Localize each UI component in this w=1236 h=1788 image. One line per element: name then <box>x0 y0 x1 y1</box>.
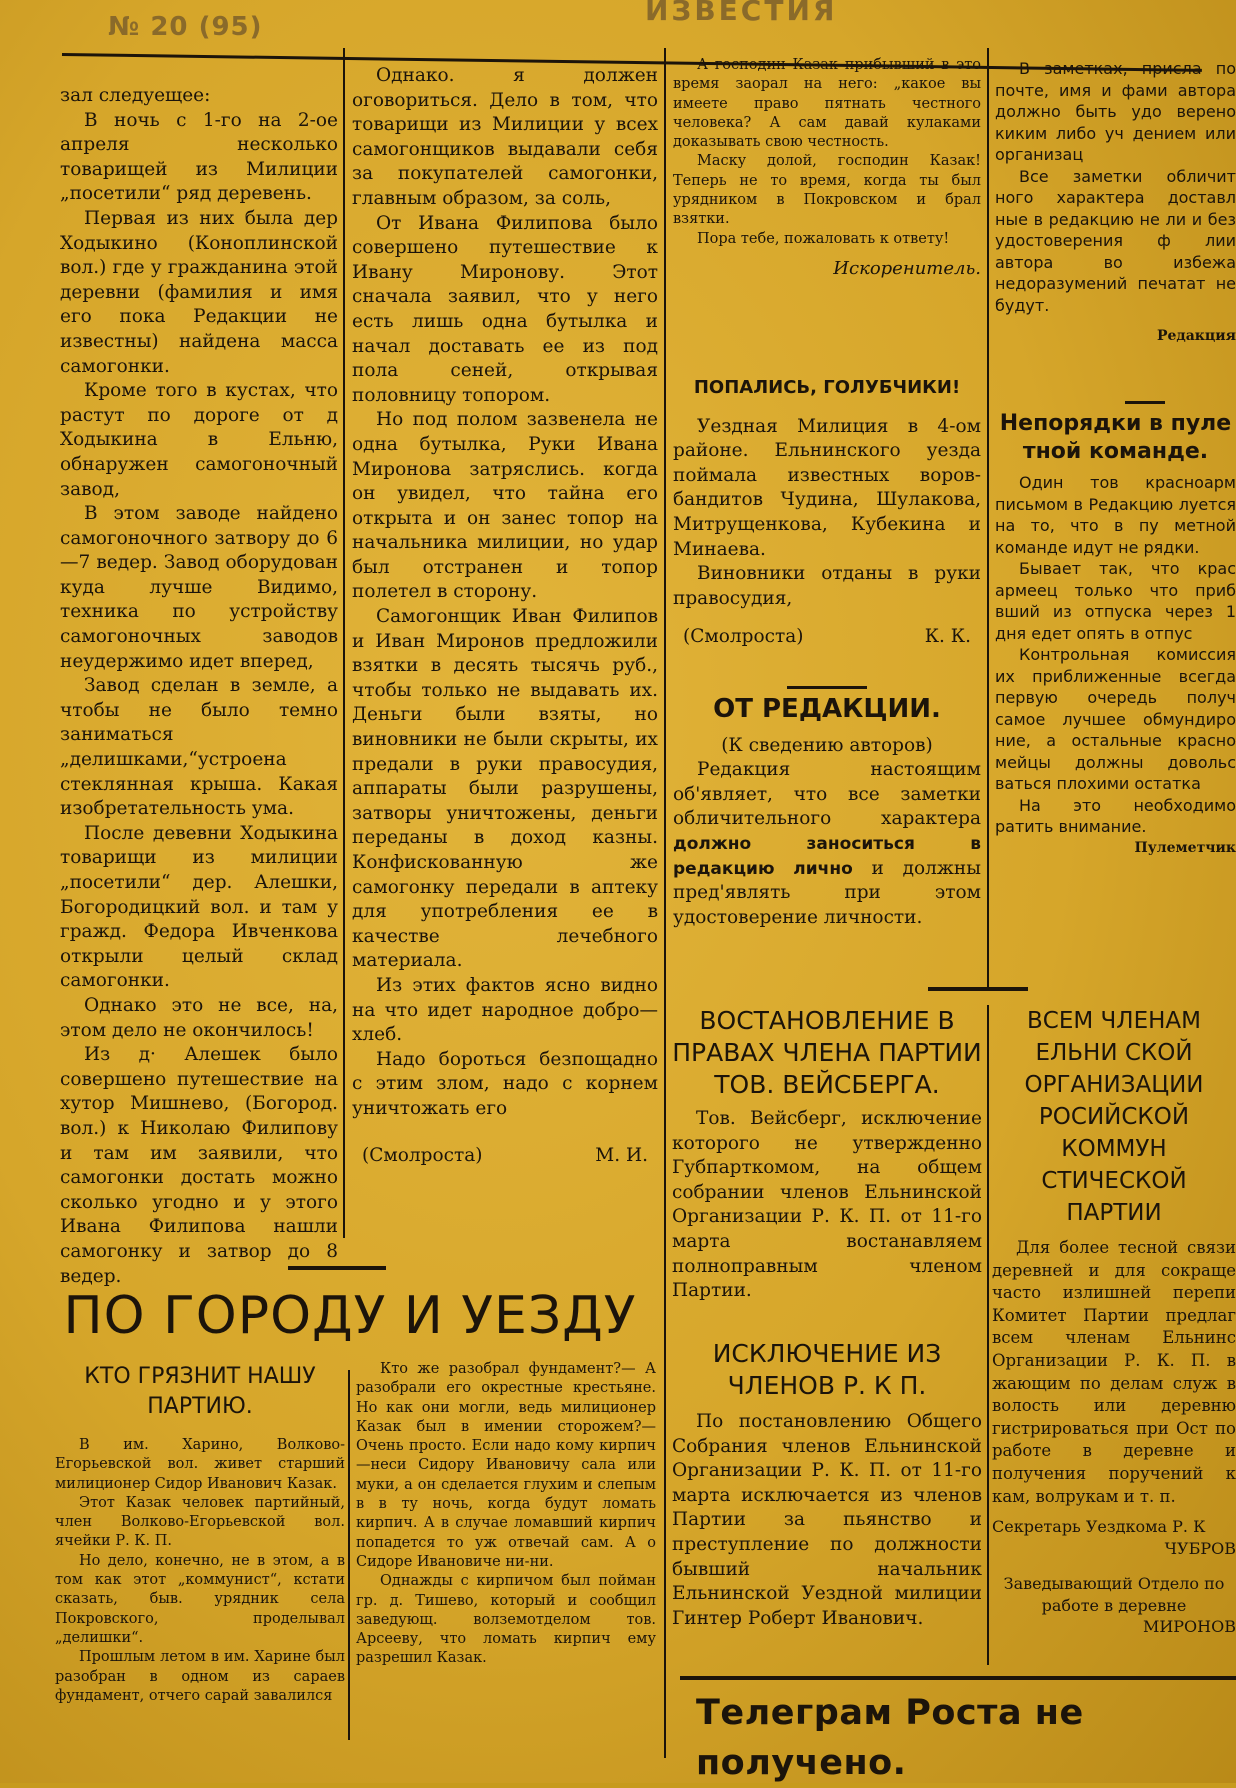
paragraph: Самогонщик Иван Филипов и Иван Миронов предложили взятки в десять тысячь руб., чтобы только не выдавать их. Деньги были взяты, но виновники не были скрыты, их предали в руки правосудия, аппараты были разрушены, затворы уничтожены, деньги переданы в доход казны. Конфискованную же самогонку передали в аптеку для употребления ее в качестве лечебного материала. <box>352 606 658 972</box>
paragraph: От Ивана Филипова было совершено путешествие к Ивану Миронову. Этот сначала заявил, что у него есть лишь одна бутылка и начал доставать ее из под пола сеней, открывая половницу топором. <box>352 212 658 406</box>
paragraph: Виновники отданы в руки правосудия, <box>673 563 981 609</box>
paragraph: Этот Казак человек партийный, член Волково-Егорьевской вол. ячейки Р. К. П. <box>55 1494 345 1550</box>
paragraph <box>673 758 981 930</box>
section-rule <box>928 987 1028 991</box>
column-3-top <box>673 56 981 336</box>
column-rule <box>348 1370 350 1740</box>
paragraph: Для более тесной связи деревней и для сокраще часто излишней перепи Комитет Партии предлаг всем членам Ельнинс Организации Р. К. П. в жающим по делам служ в волость или деревню гистрироваться при Ост по работе в деревне и получения поручений к кам, волрукам и т. п. <box>992 1238 1236 1506</box>
paragraph: В ночь с 1-го на 2-ое апреля несколько товарищей из Милиции „посетили“ ряд деревень. <box>60 109 338 205</box>
paragraph: Из д· Алешек было совершено путешествие на хутор Мишнево, (Богород. вол.) к Николаю Филипову и там им заявили, что самогонки достать можно сколько угодно и у этого Ивана Филипова нашли самогонку и затвор до 8 ведер. <box>60 1044 338 1287</box>
article-signature: Редакция <box>1156 328 1236 344</box>
section-divider <box>288 1266 386 1270</box>
paragraph: Прошлым летом в им. Харине был разобран в одном из сараев фундамент, отчего сарай завалился <box>55 1649 345 1704</box>
paragraph: Однако. я должен оговориться. Дело в том, что товарищи из Милиции у всех самогонщиков выдавали себя за покупателей самогонки, главным образом, за соль, <box>352 65 658 209</box>
source-label: (Смолроста) <box>683 626 804 648</box>
paragraph: Однажды с кирпичом был пойман гр. д. Тишево, который и сообщил заведующ. волземотделом тов. Арсееву, что ломать кирпич ему разрешил Казак. <box>356 1573 656 1667</box>
article-expel <box>672 1338 982 1663</box>
article-title: ОТ РЕДАКЦИИ. <box>713 694 941 724</box>
article-title: ВСЕМ ЧЛЕНАМ ЕЛЬНИ СКОЙ ОРГАНИЗАЦИИ РОСИЙСКОЙ КОММУН СТИЧЕСКОЙ ПАРТИИ <box>1024 1008 1204 1226</box>
article-title: Непорядки в пуле тной команде. <box>999 411 1232 464</box>
paragraph: В им. Харино, Волково-Егорьевской вол. живет старший милиционер Сидор Иванович Казак. <box>55 1437 345 1492</box>
article-signature: Пулеметчик <box>1134 839 1236 856</box>
column-1 <box>60 84 338 1287</box>
article-subtitle: (К сведению авторов) <box>721 734 933 756</box>
paragraph: По постановлению Общего Собрания членов Ельнинской Организации Р. К. П. от 11-го марта исключается из членов Партии за пьянство и преступление по должности бывший начальник Ельнинской Уездной милиции Гинтер Роберт Иванович. <box>672 1411 982 1629</box>
paper-name: ИЗВЕСТИЯ <box>645 0 838 27</box>
paragraph: Надо бороться безпощадно с этим злом, надо с корнем уничтожать его <box>352 1048 658 1119</box>
paragraph: Кто же разобрал фундамент?— А разобрали его окрестные крестьяне. Но как они могли, ведь милиционер Казак был в имении сторожем?—Очень просто. Если надо кому кирпич—неси Сидору Ивановичу сала или муки, а он сделается глухим и слепым в в ту ночь, когда будут ломать кирпич. А в случае ломавший кирпич попадется то уж отвечай сам. А о Сидоре Ивановиче ни-ни. <box>356 1361 656 1570</box>
article-editorial <box>673 680 981 970</box>
paragraph: Бывает так, что крас армеец только что приб вший из отпуска через 1 дня едет опять в отпус <box>995 559 1236 643</box>
article-all-members <box>992 1005 1236 1665</box>
author-initials: К. К. <box>924 626 971 648</box>
paragraph: Завод сделан в земле, а чтобы не было темно заниматься „делишками,“устроена стеклянная крыша. Какая изобретательность ума. <box>60 675 338 820</box>
paragraph: Из этих фактов ясно видно на что идет народное добро—хлеб. <box>352 974 658 1046</box>
paragraph: Один тов красноарм письмом в Редакцию луется на то, что в пу метной команде идут не рядки. <box>995 473 1236 557</box>
column-2 <box>352 64 658 1254</box>
text-run-bold: должно заноситься в редакцию лично <box>673 833 981 879</box>
paragraph: После девевни Ходыкина товарищи из милиции „посетили“ дер. Алешки, Богородицкий вол. и там у гражд. Федора Ивченкова открыли целый склад самогонки. <box>60 822 338 992</box>
issue-number: № 20 (95) <box>108 12 263 42</box>
paragraph: Все заметки обличит ного характера доставл ные в редакцию не ли и без удостоверения ф лии автора во избежа недоразумений печатат не будут. <box>995 166 1236 315</box>
paragraph: В этом заводе найдено самогоночного затвору до 6—7 ведер. Завод оборудован куда лучше Видимо, техника по устройству самогоночных заводов неудержимо идет вперед, <box>60 503 338 672</box>
author-initials: М. И. <box>595 1144 648 1166</box>
article-caught <box>673 376 981 676</box>
article-signature <box>673 625 981 650</box>
article-signature: Искоренитель. <box>833 257 981 279</box>
telegram-text: Телеграм Роста не получено. <box>696 1693 1084 1783</box>
column-rule <box>343 48 345 1238</box>
source-label: (Смолроста) <box>362 1144 483 1166</box>
city-article-right <box>356 1360 656 1758</box>
signature-title: Заведывающий Отдело по работе в деревне <box>1003 1574 1225 1615</box>
article-signature <box>352 1144 658 1169</box>
city-article-left <box>55 1362 345 1757</box>
column-rule <box>664 48 666 1758</box>
column-4-top <box>995 58 1236 388</box>
article-disorder <box>995 395 1236 955</box>
article-title: ВОСТАНОВЛЕНИЕ В ПРАВАХ ЧЛЕНА ПАРТИИ ТОВ. ВЕЙСБЕРГА. <box>672 1006 982 1099</box>
article-title: КТО ГРЯЗНИТ НАШУ ПАРТИЮ. <box>84 1364 316 1419</box>
column-rule <box>987 1005 989 1665</box>
paragraph: Но дело, конечно, не в этом, а в том как этот „коммунист“, кстати сказать, быв. урядник села Покровского, проделывал „делишки“. <box>55 1552 345 1646</box>
telegram-note <box>680 1688 1236 1783</box>
paragraph: Но под полом зазвенела не одна бутылка, Руки Ивана Миронова затряслись. когда он увидел, что тайна его открыта и он занес топор на начальника милиции, но удар был отстранен и топор полетел в сторону. <box>352 409 658 603</box>
divider <box>1125 401 1165 404</box>
paragraph: А господин Казак прибывший в это время заорал на него: „какое вы имеете право пятнать честного человека? А сам давай кулаками доказывать свою честность. <box>673 57 981 151</box>
paragraph: Однако это не все, на, этом дело не окончилось! <box>60 994 338 1041</box>
article-restore <box>672 1005 982 1305</box>
paragraph: Уездная Милиция в 4-ом районе. Ельнинского уезда поймала известных воров-бандитов Чудина, Шулакова, Митрущенкова, Кубекина и Минаева. <box>673 415 981 560</box>
section-city <box>40 1285 660 1355</box>
paragraph: Тов. Вейсберг, исключение которого не утвержденно Губпарткомом, на общем собрании членов Ельнинской Организации Р. К. П. от 11-го марта востанавляем полноправным членом Партии. <box>672 1108 982 1302</box>
telegram-rule <box>680 1676 1236 1680</box>
paragraph: В заметках, присла по почте, имя и фами автора должно быть удо верено киким либо уч дением или организац <box>995 59 1236 164</box>
text-run: и должны пред'являть при этом удостоверение личности. <box>673 857 981 928</box>
paragraph: Кроме того в кустах, что растут по дороге от д Ходыкина в Ельню, обнаружен самогоночный завод, <box>60 380 338 500</box>
text-run: Редакция настоящим об'являет, что все заметки обличительного характера <box>673 759 981 830</box>
signature-name: МИРОНОВ <box>1142 1617 1236 1637</box>
column-rule <box>987 48 989 988</box>
paragraph: зал следуещее: <box>60 85 211 106</box>
signature-title: Секретарь Уездкома Р. К <box>992 1517 1206 1537</box>
paragraph: Контрольная комиссия их приближенные всегда первую очередь получ самое лучшее обмундиро ние, а остальные красно мейцы должны довольс ваться плохими остатка <box>995 645 1236 793</box>
section-heading: ПО ГОРОДУ И УЕЗДУ <box>63 1286 637 1346</box>
paragraph: Маску долой, господин Казак! Теперь не то время, когда ты был урядником в Покровском и брал взятки. <box>673 153 981 228</box>
paragraph: Пора тебе, пожаловать к ответу! <box>697 230 950 247</box>
signature-name: ЧУБРОВ <box>1164 1538 1236 1558</box>
article-title: ПОПАЛИСЬ, ГОЛУБЧИКИ! <box>693 377 961 398</box>
article-title: ИСКЛЮЧЕНИЕ ИЗ ЧЛЕНОВ Р. К П. <box>712 1339 942 1400</box>
paragraph: На это необходимо ратить внимание. <box>995 795 1236 836</box>
page-header <box>0 0 1236 50</box>
divider <box>787 686 867 689</box>
paragraph: Первая из них была дер Ходыкино (Коноплинской вол.) где у гражданина этой деревни (фамилия и имя его пока Редакции не известны) найдена масса самогонки. <box>60 207 338 377</box>
